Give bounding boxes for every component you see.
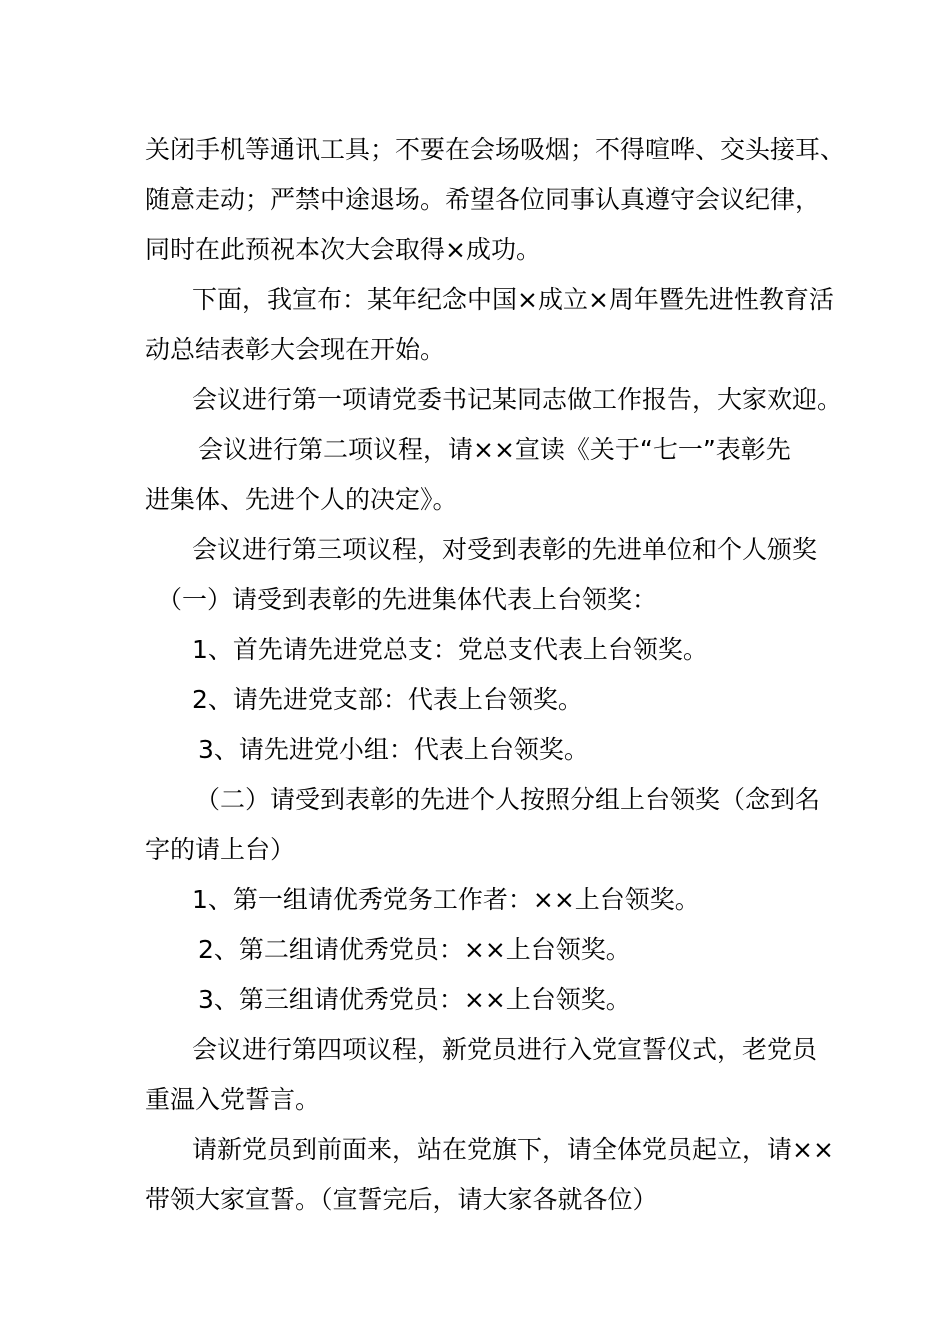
text-line: 带领大家宣誓。（宣誓完后，请大家各就各位） <box>145 1185 658 1214</box>
text-line: （二）请受到表彰的先进个人按照分组上台领奖（念到名 <box>195 785 821 814</box>
text-line: 会议进行第四项议程，新党员进行入党宣誓仪式，老党员 <box>192 1035 818 1064</box>
text-line: 会议进行第三项议程，对受到表彰的先进单位和个人颁奖 <box>192 535 818 564</box>
text-line: 1、第一组请优秀党务工作者：××上台领奖。 <box>192 885 700 914</box>
text-line: 重温入党誓言。 <box>145 1085 321 1114</box>
text-line: 2、第二组请优秀党员：××上台领奖。 <box>198 935 631 964</box>
text-line: （一）请受到表彰的先进集体代表上台领奖： <box>157 585 658 614</box>
text-line: 随意走动；严禁中途退场。希望各位同事认真遵守会议纪律， <box>145 185 821 214</box>
document-body <box>145 125 846 1225</box>
text-line: 进集体、先进个人的决定》。 <box>145 485 458 514</box>
text-line: 3、请先进党小组：代表上台领奖。 <box>198 735 589 764</box>
text-line: 1、首先请先进党总支：党总支代表上台领奖。 <box>192 635 708 664</box>
text-line: 会议进行第二项议程，请××宣读《关于“七一”表彰先 <box>198 435 791 464</box>
text-line: 请新党员到前面来，站在党旗下，请全体党员起立，请×× <box>192 1135 834 1164</box>
text-line: 动总结表彰大会现在开始。 <box>145 335 446 364</box>
text-line: 会议进行第一项请党委书记某同志做工作报告，大家欢迎。 <box>192 385 843 414</box>
text-line: 同时在此预祝本次大会取得×成功。 <box>145 235 541 264</box>
text-line: 关闭手机等通讯工具；不要在会场吸烟；不得喧哗、交头接耳、 <box>145 135 846 164</box>
text-line: 2、请先进党支部：代表上台领奖。 <box>192 685 583 714</box>
text-line: 3、第三组请优秀党员：××上台领奖。 <box>198 985 631 1014</box>
text-line: 字的请上台） <box>145 835 296 864</box>
text-line: 下面，我宣布：某年纪念中国×成立×周年暨先进性教育活 <box>192 285 834 314</box>
